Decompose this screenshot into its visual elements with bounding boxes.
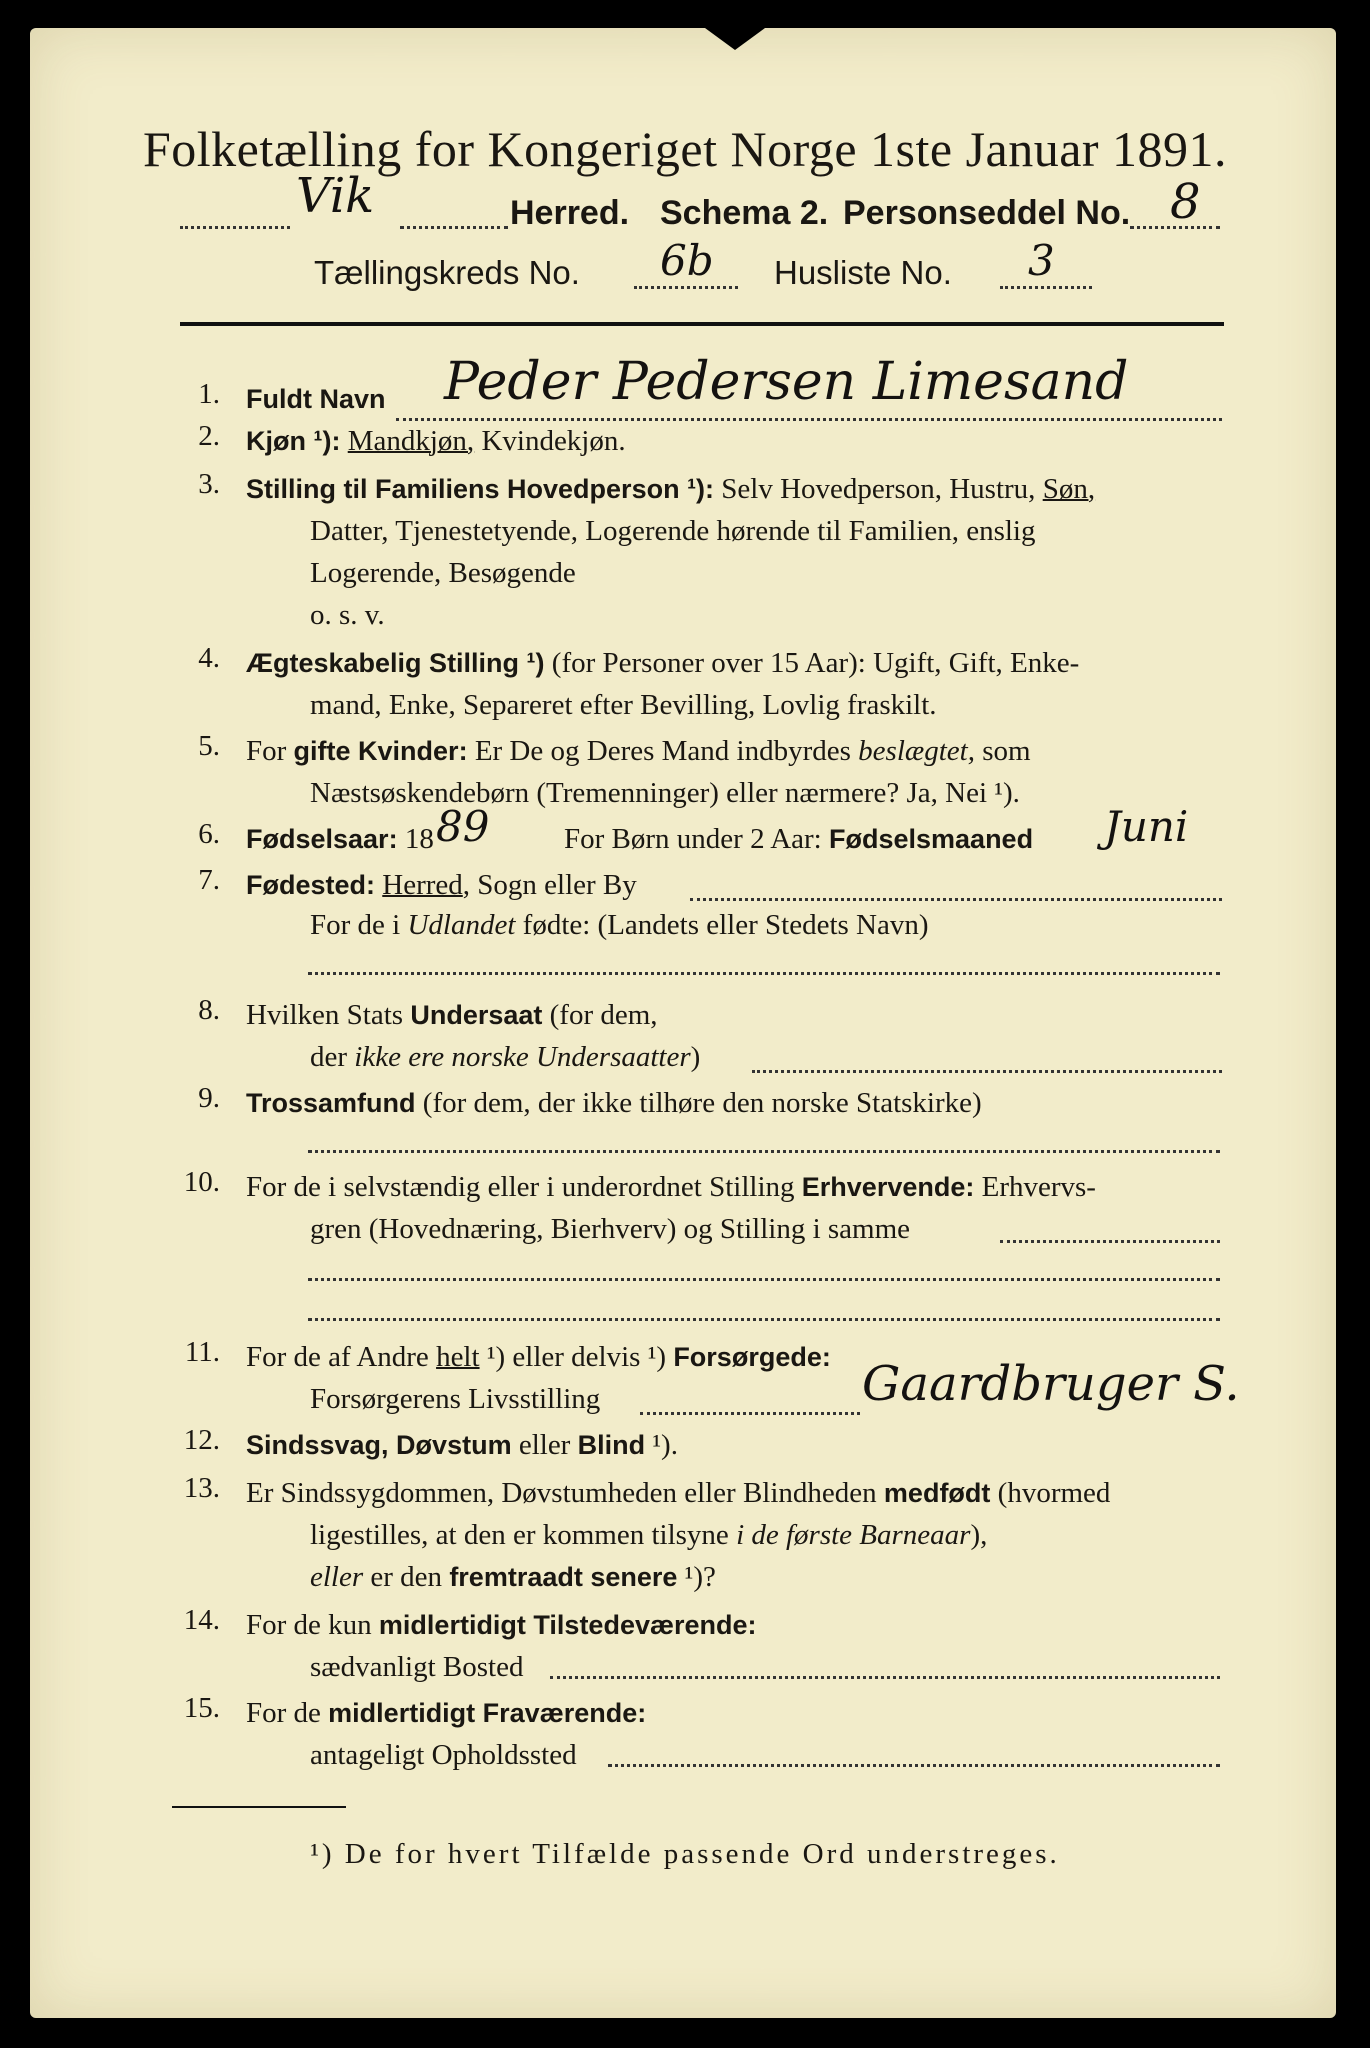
- usual-residence-text: sædvanligt Bosted: [310, 1651, 524, 1683]
- provider-dotted-line: [640, 1412, 860, 1415]
- provider-occupation-text: Forsørgerens Livsstilling: [310, 1383, 601, 1415]
- temporary-absent-text: For de: [246, 1697, 321, 1729]
- herred-handwritten: Vik: [296, 168, 375, 224]
- birthplace-dotted-line: [690, 898, 1222, 901]
- citizenship-label: Undersaat: [410, 1000, 543, 1030]
- related-text-mid: Er De og Deres Mand indbyrdes: [474, 735, 851, 767]
- birth-month-text: For Børn under 2 Aar:: [564, 823, 822, 855]
- schema-label: Schema 2.: [660, 194, 829, 232]
- supported-text-mid: ¹) eller delvis ¹): [486, 1341, 667, 1373]
- congenital-line2-b: ),: [970, 1519, 988, 1551]
- item-5-number: 5.: [198, 730, 220, 762]
- census-form-sheet: [30, 28, 1336, 2018]
- religion-text: (for dem, der ikke tilhøre den norske Statskirke): [422, 1087, 982, 1119]
- occupation-dotted-line-1: [1000, 1240, 1220, 1243]
- herred-dotted-line: [180, 226, 290, 229]
- related-label: gifte Kvinder:: [293, 736, 468, 766]
- item-9-number: 9.: [198, 1082, 220, 1114]
- congenital-text-pre: Er Sindssygdommen, Døvstumheden eller Blindheden: [246, 1477, 877, 1509]
- related-line-2: Næstsøskendebørn (Tremenninger) eller nærmere? Ja, Nei ¹).: [310, 777, 1020, 809]
- occupation-text-pre: For de i selvstændig eller i underordnet Stilling: [246, 1171, 795, 1203]
- marital-line-2: mand, Enke, Separeret efter Bevilling, Lovlig fraskilt.: [310, 689, 937, 721]
- husliste-label: Husliste No.: [774, 254, 952, 291]
- occupation-line-2: gren (Hovednæring, Bierhverv) og Stilling i samme: [310, 1213, 911, 1245]
- probable-stay-text: antageligt Opholdssted: [310, 1739, 577, 1771]
- item-15-number: 15.: [183, 1692, 220, 1724]
- full-name-label: Fuldt Navn: [246, 384, 386, 414]
- occupation-dotted-line-3: [308, 1318, 1220, 1321]
- item-6-number: 6.: [198, 818, 220, 850]
- disability-text: eller: [518, 1429, 571, 1461]
- birthplace-option-herred: Herred: [382, 869, 463, 901]
- herred-label: Herred.: [510, 194, 630, 232]
- blind-label: Blind: [577, 1430, 646, 1460]
- acquired-label: fremtraadt senere: [449, 1562, 678, 1592]
- taellingskreds-dotted-line: [634, 286, 738, 289]
- form-title: Folketælling for Kongeriget Norge 1ste Januar 1891.: [142, 121, 1228, 177]
- husliste-dotted-line: [1000, 286, 1092, 289]
- herred-dotted-line-2: [400, 226, 508, 229]
- temporary-present-label: midlertidigt Tilstedeværende:: [378, 1610, 757, 1640]
- item-4-number: 4.: [198, 642, 220, 674]
- provider-occupation-handwritten: Gaardbruger S.: [862, 1356, 1240, 1412]
- occupation-label: Erhvervende:: [801, 1172, 975, 1202]
- congenital-line3-a: er den: [370, 1561, 443, 1593]
- birth-year-handwritten: 89: [436, 802, 490, 851]
- related-text-italic: beslægtet,: [858, 735, 975, 767]
- sex-option-male: Mandkjøn,: [347, 425, 475, 457]
- disability-label: Sindssvag, Døvstum: [246, 1430, 512, 1460]
- temporary-present-text: For de kun: [246, 1609, 372, 1641]
- position-text-a: Selv Hovedperson, Hustru,: [721, 473, 1036, 505]
- related-text-post: som: [982, 735, 1031, 767]
- taellingskreds-number: 6b: [660, 236, 714, 285]
- citizenship-line2-a: der: [310, 1041, 348, 1073]
- position-line-3: Logerende, Besøgende: [310, 557, 576, 589]
- item-12-number: 12.: [183, 1424, 220, 1456]
- occupation-text-post: Erhvervs-: [981, 1171, 1096, 1203]
- citizenship-dotted-line: [752, 1070, 1222, 1073]
- congenital-line2-a: ligestilles, at den er kommen tilsyne: [310, 1519, 729, 1551]
- item-14-number: 14.: [183, 1604, 220, 1636]
- related-text-pre: For: [246, 735, 287, 767]
- position-label: Stilling til Familiens Hovedperson ¹):: [246, 474, 715, 504]
- congenital-line3-b: ¹)?: [677, 1561, 716, 1593]
- supported-text-pre: For de af Andre: [246, 1341, 429, 1373]
- birthplace-options-rest: , Sogn eller By: [462, 869, 637, 901]
- temporary-absent-label: midlertidigt Fraværende:: [328, 1698, 647, 1728]
- congenital-label: medfødt: [883, 1478, 991, 1508]
- sex-label: Kjøn ¹):: [246, 426, 341, 456]
- personseddel-label: Personseddel No.: [843, 194, 1131, 232]
- abroad-text-a: For de i: [310, 909, 401, 941]
- abroad-dotted-line: [308, 972, 1220, 975]
- birth-month-handwritten: Juni: [1104, 802, 1189, 851]
- taellingskreds-label: Tællingskreds No.: [314, 254, 580, 291]
- occupation-dotted-line-2: [308, 1278, 1220, 1281]
- footnote-rule: [172, 1806, 346, 1808]
- marital-text-a: (for Personer over 15 Aar): Ugift, Gift, Enke-: [551, 647, 1080, 679]
- item-13-number: 13.: [183, 1472, 220, 1504]
- disability-text-post: ¹).: [645, 1429, 678, 1461]
- citizenship-line2-italic: ikke ere norske Undersaatter: [354, 1041, 691, 1073]
- position-line-2: Datter, Tjenestetyende, Logerende hørende til Familien, enslig: [310, 515, 1036, 547]
- congenital-line2-italic: i de første Barneaar: [736, 1519, 971, 1551]
- personseddel-dotted-line: [1130, 226, 1220, 229]
- footnote: ¹) De for hvert Tilfælde passende Ord understreges.: [310, 1838, 1060, 1870]
- header-rule: [180, 322, 1224, 326]
- congenital-text-post: (hvormed: [997, 1477, 1111, 1509]
- birth-year-prefix: 18: [404, 823, 434, 855]
- item-3-number: 3.: [198, 468, 220, 500]
- item-11-number: 11.: [184, 1336, 220, 1368]
- citizenship-line2-b: ): [690, 1041, 701, 1073]
- marital-label: Ægteskabelig Stilling ¹): [246, 648, 545, 678]
- item-2-number: 2.: [198, 420, 220, 452]
- husliste-number: 3: [1028, 236, 1055, 285]
- item-7-number: 7.: [198, 864, 220, 896]
- probable-stay-dotted-line: [608, 1764, 1220, 1767]
- personseddel-number: 8: [1170, 174, 1201, 230]
- religion-dotted-line: [308, 1150, 1220, 1153]
- supported-option-helt: helt: [436, 1341, 480, 1373]
- birth-month-label: Fødselsmaaned: [829, 824, 1034, 854]
- congenital-line3-italic: eller: [310, 1561, 364, 1593]
- birthplace-label: Fødested:: [246, 870, 376, 900]
- full-name-handwritten: Peder Pedersen Limesand: [444, 352, 1129, 412]
- supported-label: Forsørgede:: [673, 1342, 831, 1372]
- position-option-son: Søn,: [1042, 473, 1096, 505]
- abroad-text-italic: Udlandet: [407, 909, 516, 941]
- sex-option-female: Kvindekjøn.: [481, 425, 626, 457]
- position-line-4: o. s. v.: [310, 599, 385, 631]
- usual-residence-dotted-line: [550, 1676, 1220, 1679]
- religion-label: Trossamfund: [246, 1088, 416, 1118]
- citizenship-text-pre: Hvilken Stats: [246, 999, 404, 1031]
- citizenship-text-post: (for dem,: [549, 999, 658, 1031]
- item-1-number: 1.: [198, 378, 220, 410]
- birth-year-label: Fødselsaar:: [246, 824, 398, 854]
- item-8-number: 8.: [198, 994, 220, 1026]
- item-10-number: 10.: [183, 1166, 220, 1198]
- abroad-text-b: fødte: (Landets eller Stedets Navn): [522, 909, 929, 941]
